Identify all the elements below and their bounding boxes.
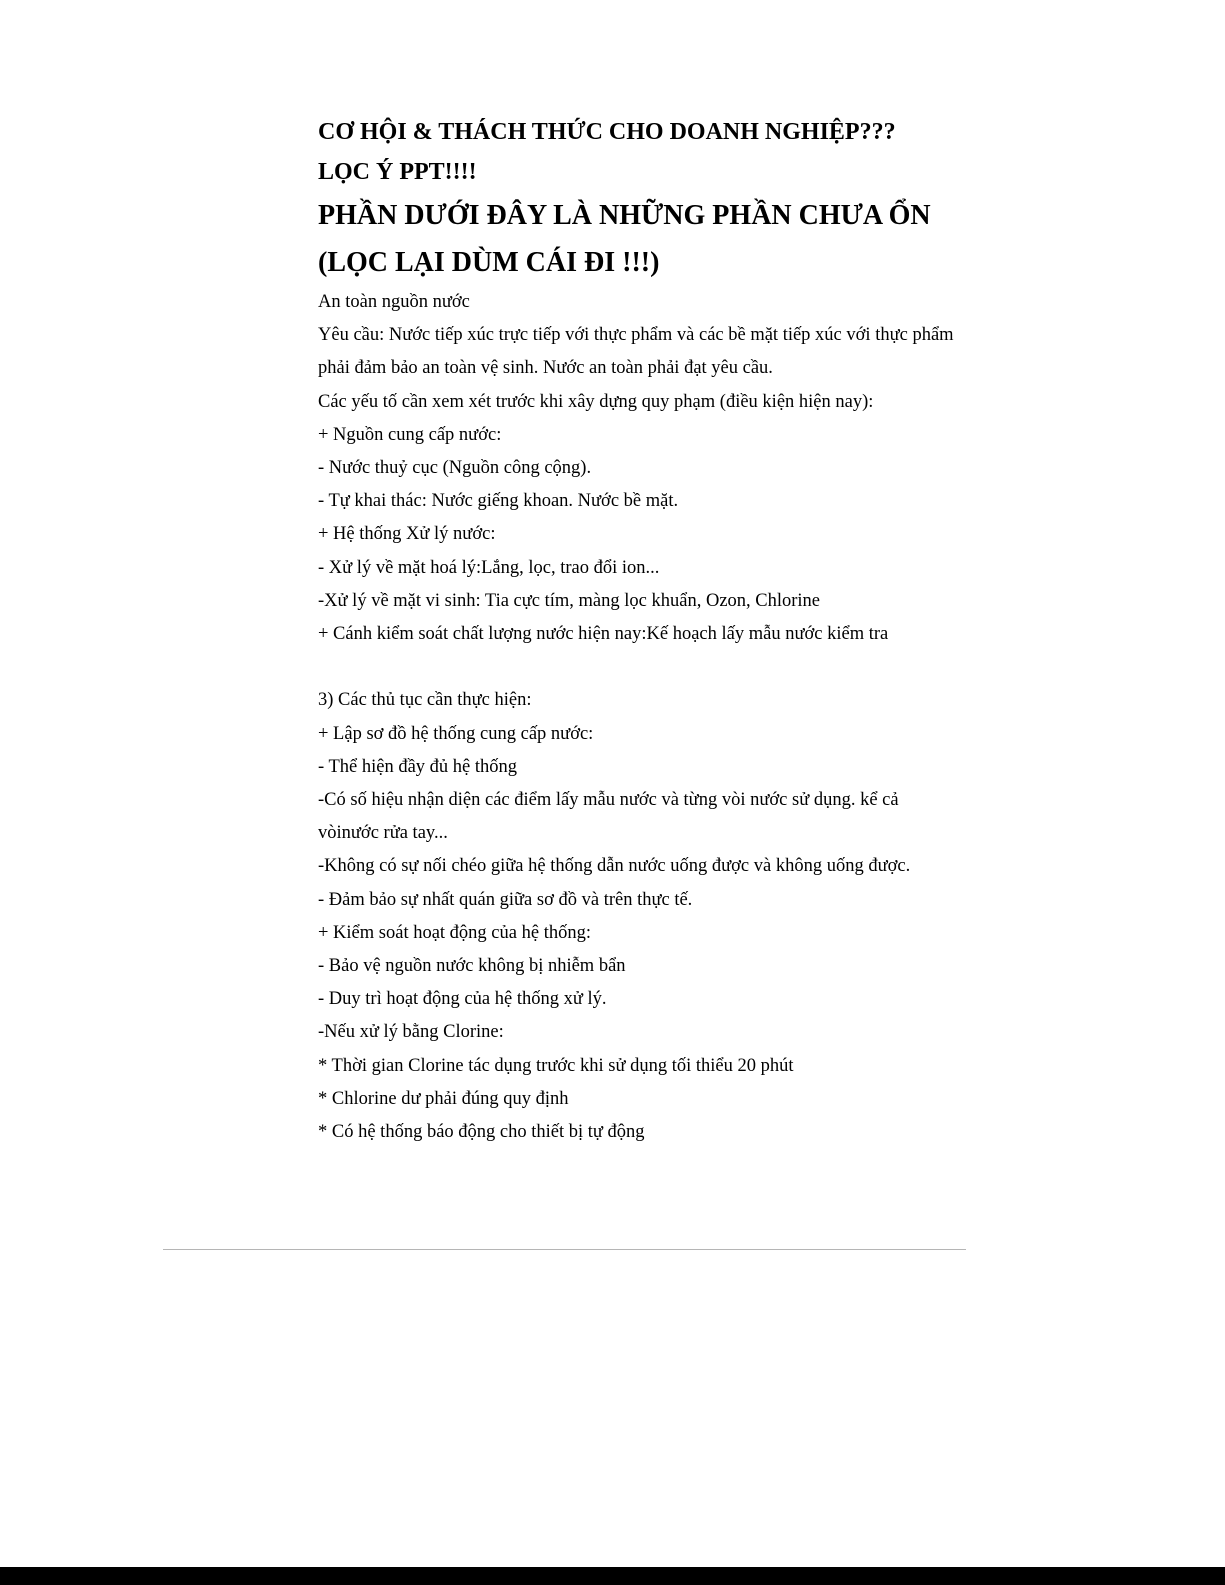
paragraph-microbiological: -Xử lý về mặt vi sinh: Tia cực tím, màng lọc khuẩn, Ozon, Chlorine xyxy=(318,590,821,611)
heading-filter-again: (LỌC LẠI DÙM CÁI ĐI !!!) xyxy=(318,247,660,278)
paragraph-water-safety-title: An toàn nguồn nước xyxy=(318,292,470,312)
paragraph-full-system: - Thể hiện đầy đủ hệ thống xyxy=(318,756,518,777)
bottom-bar xyxy=(0,1567,1225,1585)
paragraph-self-extraction: - Tự khai thác: Nước giếng khoan. Nước bề mặt. xyxy=(318,491,679,512)
paragraph-sampling-points: -Có số hiệu nhận diện các điểm lấy mẫu nước và từng vòi nước sử dụng. kể cả vòinước rửa tay... xyxy=(318,790,899,844)
paragraph-alarm-system: * Có hệ thống báo động cho thiết bị tự động xyxy=(318,1122,645,1143)
paragraph-physicochemical: - Xử lý về mặt hoá lý:Lắng, lọc, trao đổi ion... xyxy=(318,557,660,578)
paragraph-water-source: + Nguồn cung cấp nước: xyxy=(318,424,502,445)
paragraph-protect-source: - Bảo vệ nguồn nước không bị nhiễm bẩn xyxy=(318,956,626,977)
page-divider xyxy=(163,1249,966,1250)
paragraph-maintain-treatment: - Duy trì hoạt động của hệ thống xử lý. xyxy=(318,989,607,1010)
paragraph-treatment-system: + Hệ thống Xử lý nước: xyxy=(318,524,496,545)
paragraph-public-water: - Nước thuỷ cục (Nguồn công cộng). xyxy=(318,458,592,479)
paragraph-residual-chlorine: * Chlorine dư phải đúng quy định xyxy=(318,1088,569,1109)
paragraph-system-diagram: + Lập sơ đồ hệ thống cung cấp nước: xyxy=(318,723,594,744)
paragraph-no-cross-connection: -Không có sự nối chéo giữa hệ thống dẫn nước uống được và không uống được. xyxy=(318,856,911,877)
paragraph-requirement: Yêu cầu: Nước tiếp xúc trực tiếp với thực phẩm và các bề mặt tiếp xúc với thực phẩm phải đảm bảo an toàn vệ sinh. Nước an toàn phải đạt yêu cầu. xyxy=(318,325,954,379)
blank-line xyxy=(318,651,958,684)
heading-opportunities: CƠ HỘI & THÁCH THỨC CHO DOANH NGHIỆP??? xyxy=(318,119,896,145)
paragraph-procedures: 3) Các thủ tục cần thực hiện: xyxy=(318,690,532,711)
heading-filter-ppt: LỌC Ý PPT!!!! xyxy=(318,159,477,185)
document-page xyxy=(318,112,958,1149)
paragraph-chlorine-treatment: -Nếu xử lý bằng Clorine: xyxy=(318,1022,504,1043)
paragraph-quality-control: + Cánh kiểm soát chất lượng nước hiện nay:Kế hoạch lấy mẫu nước kiểm tra xyxy=(318,624,889,645)
paragraph-consistency: - Đảm bảo sự nhất quán giữa sơ đồ và trên thực tế. xyxy=(318,889,693,910)
paragraph-system-operation: + Kiểm soát hoạt động của hệ thống: xyxy=(318,922,591,943)
paragraph-factors: Các yếu tố cần xem xét trước khi xây dựng quy phạm (điều kiện hiện nay): xyxy=(318,391,874,412)
heading-unfinished-parts: PHẦN DƯỚI ĐÂY LÀ NHỮNG PHẦN CHƯA ỔN xyxy=(318,200,931,231)
paragraph-chlorine-time: * Thời gian Clorine tác dụng trước khi sử dụng tối thiểu 20 phút xyxy=(318,1055,794,1076)
